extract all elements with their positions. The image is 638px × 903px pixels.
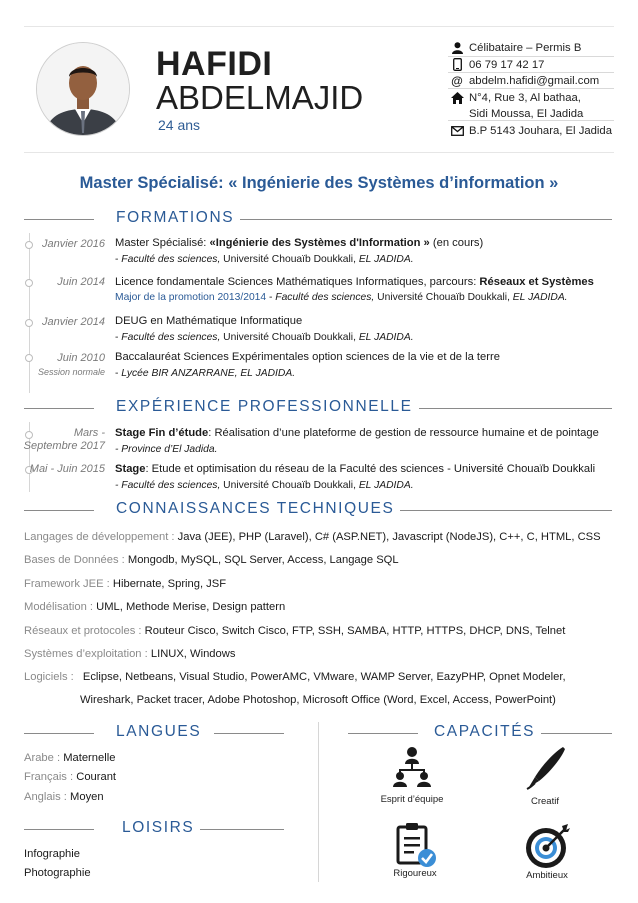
formations-heading: FORMATIONS <box>110 209 240 227</box>
master-title: Master Spécialisé: « Ingénierie des Systèmes d’information » <box>79 174 559 192</box>
language-row: Anglais : Moyen <box>24 791 104 803</box>
header-rule <box>24 152 614 153</box>
formation-title: DEUG en Mathématique Informatique <box>115 315 303 327</box>
timeline-dot <box>25 241 33 249</box>
first-name: ABDELMAJID <box>156 79 364 116</box>
contact-divider <box>448 56 614 57</box>
envelope-icon <box>450 124 464 137</box>
avatar <box>36 42 130 136</box>
capacity-label: Esprit d’équipe <box>380 794 444 805</box>
address-text-2: Sidi Moussa, El Jadida <box>469 108 584 120</box>
contact-block <box>450 40 612 139</box>
po-box-line <box>450 123 612 139</box>
section-rule <box>24 829 94 830</box>
experience-sub: - Faculté des sciences, Université Chouaïb Doukkali, EL JADIDA. <box>115 480 414 491</box>
skill-row-continuation: Wireshark, Packet tracer, Adobe Photoshop, Microsoft Office (Word, Excel, Access, PowerPoint) <box>80 694 556 706</box>
skill-row: Modélisation : UML, Methode Merise, Design pattern <box>24 601 286 613</box>
language-row: Arabe : Maternelle <box>24 752 116 764</box>
formation-title: Baccalauréat Sciences Expérimentales option sciences de la vie et de la terre <box>115 351 500 363</box>
pen-nib-icon <box>523 745 567 795</box>
experience-title: Stage Fin d’étude: Réalisation d’une plateforme de gestion de ressource humaine et de pointage <box>115 427 599 439</box>
contact-divider <box>448 120 614 121</box>
contact-divider <box>448 88 614 89</box>
section-rule <box>392 408 612 409</box>
skill-row: Bases de Données : Mongodb, MySQL, SQL Server, Access, Langage SQL <box>24 554 399 566</box>
formation-title: Master Spécialisé: «Ingénierie des Systèmes d'Information » (en cours) <box>115 237 484 249</box>
age: 24 ans <box>158 117 201 133</box>
team-icon <box>390 745 434 793</box>
section-rule <box>24 510 94 511</box>
skill-row: Logiciels : Eclipse, Netbeans, Visual Studio, PowerAMC, VMware, WAMP Server, EazyPHP, Opnet Modeler, <box>24 671 566 683</box>
top-rule <box>24 26 614 27</box>
formation-sub: - Faculté des sciences, Université Chouaïb Doukkali, EL JADIDA. <box>115 332 414 343</box>
formation-sub: - Faculté des sciences, Université Chouaïb Doukkali, EL JADIDA. <box>115 254 414 265</box>
last-name: HAFIDI <box>156 45 273 83</box>
home-icon <box>450 91 464 104</box>
timeline-dot <box>25 319 33 327</box>
section-rule <box>200 829 284 830</box>
section-rule <box>214 733 284 734</box>
timeline-dot <box>25 354 33 362</box>
section-rule <box>24 408 94 409</box>
capacity-label: Creatif <box>531 796 559 807</box>
phone-text[interactable]: 06 79 17 42 17 <box>469 58 545 71</box>
person-icon <box>450 42 464 55</box>
capacities-heading: CAPACITÉS <box>428 723 541 741</box>
status-line <box>450 40 612 56</box>
skills-heading: CONNAISSANCES TECHNIQUES <box>110 500 400 518</box>
languages-heading: LANGUES <box>110 723 207 741</box>
capacity-label: Rigoureux <box>393 868 437 879</box>
formation-title: Licence fondamentale Sciences Mathématiques Informatiques, parcours: Réseaux et Systèmes <box>115 276 594 288</box>
formation-sub: Major de la promotion 2013/2014 - Faculté des sciences, Université Chouaïb Doukkali, EL JADIDA. <box>115 292 568 303</box>
formations-timeline <box>29 233 30 393</box>
language-row: Français : Courant <box>24 771 117 783</box>
skill-row: Systèmes d’exploitation : LINUX, Windows <box>24 648 236 660</box>
skill-row: Langages de développement : Java (JEE), PHP (Laravel), C# (ASP.NET), Javascript (NodeJS), C++, C, HTML, CSS <box>24 531 601 543</box>
target-icon <box>524 822 572 874</box>
section-rule <box>24 733 94 734</box>
formation-date: Juin 2010 <box>57 352 105 364</box>
formation-date-note: Session normale <box>37 367 105 377</box>
experience-title: Stage: Etude et optimisation du réseau de la Faculté des sciences - Université Chouaïb Doukkali <box>115 463 596 475</box>
at-icon: @ <box>451 74 463 88</box>
section-rule <box>538 733 612 734</box>
status-text: Célibataire – Permis B <box>469 42 582 54</box>
column-divider <box>318 722 319 882</box>
experience-heading: EXPÉRIENCE PROFESSIONNELLE <box>110 398 419 416</box>
experience-date: Septembre 2017 <box>23 440 105 452</box>
section-rule <box>240 219 612 220</box>
skill-row: Réseaux et protocoles : Routeur Cisco, Switch Cisco, FTP, SSH, SAMBA, HTTP, HTTPS, DHCP, DNS, Telnet <box>24 625 566 637</box>
experience-date: Mai - Juin 2015 <box>29 463 105 475</box>
formation-sub: - Lycée BIR ANZARRANE, EL JADIDA. <box>115 368 296 379</box>
leisure-heading: LOISIRS <box>116 819 200 837</box>
leisure-item: Infographie <box>24 848 80 860</box>
phone-line <box>450 57 612 73</box>
contact-divider <box>448 72 614 73</box>
timeline-dot <box>25 279 33 287</box>
section-rule <box>24 219 94 220</box>
leisure-item: Photographie <box>24 867 91 879</box>
clipboard-check-icon <box>396 822 438 872</box>
address-text-1: N°4, Rue 3, Al bathaa, <box>469 91 581 104</box>
email-line <box>450 73 612 89</box>
capacity-label: Ambitieux <box>526 870 568 881</box>
section-rule <box>348 733 418 734</box>
formation-date: Juin 2014 <box>57 276 105 288</box>
profile-photo <box>37 43 129 135</box>
phone-icon <box>450 58 464 71</box>
formation-date: Janvier 2014 <box>42 316 105 328</box>
timeline-dot <box>25 431 33 439</box>
email-text[interactable]: abdelm.hafidi@gmail.com <box>469 75 600 87</box>
experience-sub: - Province d’El Jadida. <box>115 444 218 455</box>
address-line <box>450 90 612 106</box>
po-box-text: B.P 5143 Jouhara, El Jadida <box>469 124 612 137</box>
skill-row: Framework JEE : Hibernate, Spring, JSF <box>24 578 227 590</box>
experience-date: Mars - <box>73 427 105 439</box>
formation-date: Janvier 2016 <box>42 238 105 250</box>
